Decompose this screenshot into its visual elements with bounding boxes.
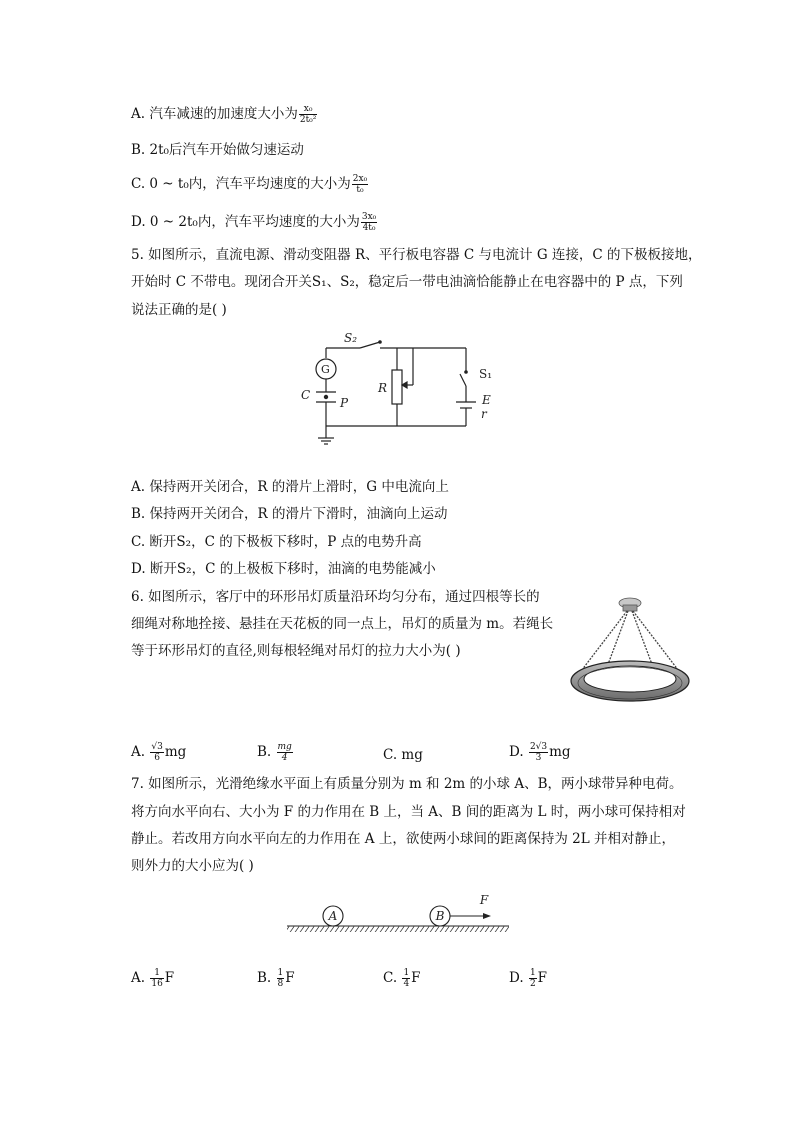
option-letter: D. (509, 970, 524, 986)
q4-option-c-fraction (352, 174, 368, 195)
option-letter: D. (509, 744, 524, 760)
fraction-denominator: 6 (154, 753, 160, 763)
fraction-numerator: √3 (151, 742, 163, 752)
q5-option-b: B. 保持两开关闭合，R 的滑片下滑时，油滴向上运动 (131, 506, 448, 522)
option-unit: F (537, 970, 548, 986)
option-unit: F (411, 970, 421, 986)
q7-stem-line1: 7. 如图所示，光滑绝缘水平面上有质量分别为 m 和 2m 的小球 A、B，两小球带异种电荷。 (131, 776, 683, 792)
q5-stem-line3: 说法正确的是( ) (131, 302, 227, 318)
label-ball-b: B (435, 909, 445, 923)
q4-option-b: B. 2t₀后汽车开始做匀速运动 (131, 142, 304, 158)
option-unit: F (164, 970, 175, 986)
fraction-numerator: 3x₀ (361, 212, 377, 222)
fraction-numerator: mg (277, 742, 292, 752)
q7-option-c-fraction (402, 968, 410, 989)
fraction-denominator: 4 (281, 753, 288, 763)
q4-option-c (131, 174, 369, 195)
q4-option-c-text: C. 0 ~ t₀内，汽车平均速度的大小为 (131, 176, 351, 192)
q6-stem-line1: 6. 如图所示，客厅中的环形吊灯质量沿环均匀分布，通过四根等长的 (131, 589, 540, 605)
fraction-denominator: 8 (277, 979, 284, 989)
label-s2: S₂ (344, 331, 358, 345)
q5-option-d: D. 断开S₂，C 的上极板下移时，油滴的电势能减小 (131, 561, 436, 577)
q7-stem-line3: 静止。若改用方向水平向左的力作用在 A 上，欲使两小球间的距离保持为 2L 并相对静止， (131, 831, 675, 847)
option-letter: A. (131, 744, 146, 760)
q6-stem-line2: 细绳对称地拴接、悬挂在天花板的同一点上，吊灯的质量为 m。若绳长 (131, 616, 554, 632)
label-r-internal: r (481, 407, 487, 421)
q6-option-d (509, 742, 571, 763)
fraction-numerator: 1 (403, 968, 410, 978)
q7-option-d (509, 968, 547, 989)
option-letter: C. (383, 970, 398, 986)
fraction-numerator: x₀ (299, 104, 318, 115)
q5-option-c: C. 断开S₂，C 的下极板下移时，P 点的电势升高 (131, 534, 422, 550)
option-letter: B. (257, 970, 272, 986)
fraction-denominator: 2 (529, 979, 536, 989)
option-letter: A. (131, 970, 146, 986)
q4-option-d-text: D. 0 ~ 2t₀内，汽车平均速度的大小为 (131, 214, 360, 230)
q5-circuit-diagram (298, 330, 498, 448)
option-unit: mg (164, 744, 187, 760)
fraction-numerator: 2x₀ (352, 174, 368, 184)
label-e: E (482, 393, 491, 407)
oil-drop-dot (324, 395, 328, 399)
q6-option-d-fraction (529, 742, 548, 763)
option-unit: F (285, 970, 295, 986)
q5-option-a: A. 保持两开关闭合，R 的滑片上滑时，G 中电流向上 (131, 479, 449, 495)
q7-stem-line4: 则外力的大小应为( ) (131, 858, 254, 874)
q7-option-a (131, 968, 174, 989)
fraction-denominator: 2t₀² (299, 115, 317, 125)
q6-option-c: C. mg (383, 747, 423, 763)
fraction-numerator: 1 (277, 968, 284, 978)
option-unit: mg (549, 744, 571, 760)
q6-option-a (131, 742, 186, 763)
label-g: G (321, 363, 330, 376)
switch-contact-dot (378, 340, 382, 344)
q4-option-a-fraction (299, 104, 318, 125)
q7-stem-line2: 将方向水平向右、大小为 F 的力作用在 B 上，当 A、B 间的距离为 L 时，两小球可保持相对 (131, 804, 686, 820)
fraction-denominator: t₀ (356, 185, 364, 195)
q7-option-a-fraction (150, 968, 163, 989)
q6-chandelier-figure (567, 597, 693, 715)
q6-option-b (257, 742, 294, 763)
label-r-resistor: R (378, 381, 388, 395)
label-force: F (479, 893, 489, 907)
q4-option-d (131, 212, 378, 233)
option-letter: B. (257, 744, 272, 760)
q6-option-a-fraction (150, 742, 163, 763)
q5-stem-line2: 开始时 C 不带电。现闭合开关S₁、S₂，稳定后一带电油滴恰能静止在电容器中的 P 点，下列 (131, 274, 683, 290)
label-ball-a: A (328, 909, 338, 923)
q4-option-a (131, 104, 318, 125)
switch-contact-dot (464, 370, 468, 374)
q6-stem-line3: 等于环形吊灯的直径,则每根轻绳对吊灯的拉力大小为( ) (131, 643, 461, 659)
label-c: C (301, 388, 311, 402)
fraction-denominator: 16 (151, 979, 163, 989)
q5-stem-line1: 5. 如图所示，直流电源、滑动变阻器 R、平行板电容器 C 与电流计 G 连接，C 的下极板接地， (131, 247, 702, 263)
fraction-numerator: 1 (150, 968, 163, 979)
fraction-denominator: 4 (403, 979, 410, 989)
fraction-denominator: 4t₀ (362, 223, 376, 233)
q7-option-b-fraction (277, 968, 285, 989)
fraction-numerator: 1 (529, 968, 536, 978)
q6-option-b-fraction (277, 742, 293, 763)
q7-figure (285, 888, 511, 940)
q7-option-b (257, 968, 295, 989)
label-s1: S₁ (479, 367, 493, 381)
q7-option-c (383, 968, 421, 989)
force-arrow (483, 913, 491, 919)
q7-option-d-fraction (529, 968, 537, 989)
fraction-denominator: 3 (535, 753, 542, 763)
q4-option-d-fraction (361, 212, 377, 233)
q4-option-a-text: A. 汽车减速的加速度大小为 (131, 106, 298, 122)
label-p: P (340, 396, 349, 410)
fraction-numerator: 2√3 (529, 742, 548, 752)
